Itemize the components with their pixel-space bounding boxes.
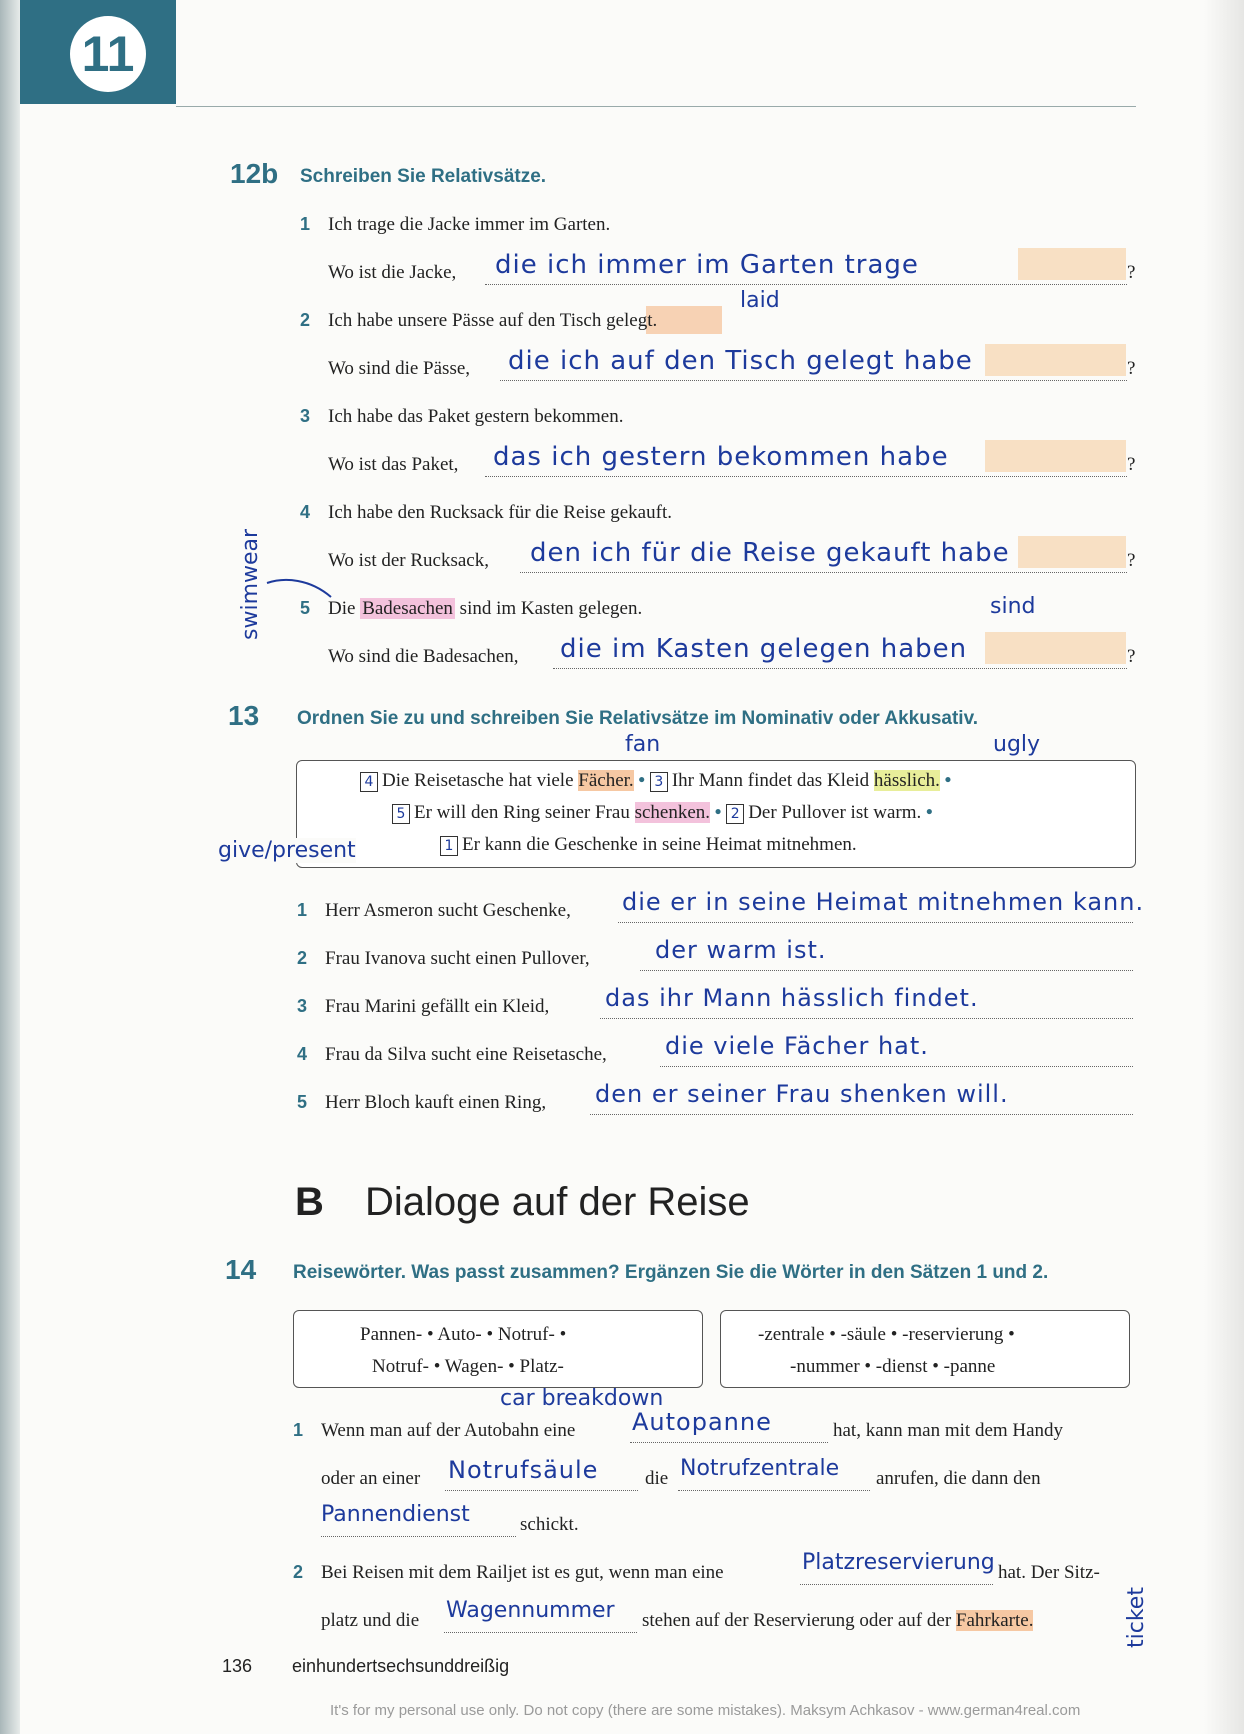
separator: • [638,770,646,791]
sentence-part [642,1610,1033,1632]
answer-line [520,572,1127,573]
handwritten-answer: das ich gestern bekommen habe [493,442,949,472]
item-prompt: Wo ist das Paket, [328,454,459,475]
separator: • [714,802,722,823]
verb-highlight [985,632,1126,664]
handwritten-note: give/present [218,838,356,863]
answer-line [500,380,1127,381]
sentence-part: oder an einer [321,1468,421,1489]
highlighted-word: Badesachen [362,598,453,619]
answer-line [590,1114,1133,1115]
handwritten-answer: Notrufsäule [448,1456,599,1484]
box-row: -nummer • -dienst • -panne [790,1356,996,1377]
answer-line [800,1584,993,1585]
item-number: 2 [293,1562,304,1582]
separator: • [926,802,933,823]
sentence-text: stehen auf der Reservierung oder auf der [642,1610,952,1631]
page-spine [0,0,20,1734]
handwritten-answer: die ich immer im Garten trage [495,250,919,280]
exercise-number: 12b [230,158,279,189]
box-phrase: Ihr Mann findet das Kleid [671,770,870,791]
box-phrase: Die Reisetasche hat viele [382,770,574,791]
answer-line [618,922,1133,923]
order-number: 4 [360,772,378,792]
answer-line [553,668,1127,669]
handwritten-answer: Notrufzentrale [680,1456,840,1481]
exercise-number: 13 [228,700,260,731]
item-number: 1 [297,900,308,920]
verb-highlight [1018,536,1126,568]
sentence-part: hat, kann man mit dem Handy [833,1420,1064,1441]
item-prompt: Wo ist die Jacke, [328,262,457,283]
box-phrase: Der Pullover ist warm. [748,802,922,823]
separator: • [944,770,952,791]
exercise-title: Reisewörter. Was passt zusammen? Ergänzen Sie die Wörter in den Sätzen 1 und 2. [293,1262,1049,1283]
item-prompt: Frau Marini gefällt ein Kleid, [325,996,550,1017]
handwritten-answer: Platzreservierung [802,1550,995,1575]
page-number-words: einhundertsechsunddreißig [292,1656,510,1676]
item-sentence: Ich habe unsere Pässe auf den Tisch gelegt. [328,310,658,331]
answer-line [640,970,1133,971]
item-prompt: Wo ist der Rucksack, [328,550,489,571]
order-number: 2 [726,804,744,824]
word-highlight [646,306,722,334]
item-number: 1 [293,1420,304,1440]
answer-line [660,1066,1133,1067]
highlighted-word: hässlich. [873,770,940,791]
question-mark: ? [1127,454,1136,475]
handwritten-answer: Wagennummer [446,1598,615,1623]
exercise-number: 14 [225,1254,257,1285]
handwritten-note: sind [990,594,1036,619]
watermark: It's for my personal use only. Do not copy (there are some mistakes). Maksym Achkasov - www.german4real.com [330,1702,1081,1719]
item-prompt: Herr Asmeron sucht Geschenke, [325,900,571,921]
handwritten-answer: den er seiner Frau shenken will. [595,1080,1009,1108]
item-number: 5 [297,1092,308,1112]
handwritten-answer: das ihr Mann hässlich findet. [605,984,979,1012]
item-number: 5 [300,598,311,618]
exercise-title: Ordnen Sie zu und schreiben Sie Relativsätze im Nominativ oder Akkusativ. [297,708,979,729]
section-title: Dialoge auf der Reise [365,1180,750,1224]
handwritten-note: laid [740,288,780,313]
sentence-part: hat. Der Sitz- [998,1562,1100,1583]
margin-note: ticket [1124,1587,1149,1648]
item-number: 3 [300,406,311,426]
highlighted-word: schenken. [634,802,711,823]
handwritten-note: ugly [993,732,1041,757]
question-mark: ? [1127,358,1136,379]
annotation-arrow [265,575,335,605]
handwritten-answer: den ich für die Reise gekauft habe [530,538,1010,568]
item-number: 4 [297,1044,308,1064]
item-prompt: Wo sind die Badesachen, [328,646,519,667]
order-number: 5 [392,804,410,824]
item-sentence: Ich trage die Jacke immer im Garten. [328,214,611,235]
item-number: 3 [297,996,308,1016]
box-phrase: Er kann die Geschenke in seine Heimat mitnehmen. [462,834,857,855]
question-mark: ? [1127,550,1136,571]
sentence-end: sind im Kasten gelegen. [459,598,643,619]
question-mark: ? [1127,262,1136,283]
item-prompt: Frau Ivanova sucht einen Pullover, [325,948,590,969]
box-phrase: Er will den Ring seiner Frau [414,802,630,823]
box-row [360,770,951,792]
item-sentence: Ich habe den Rucksack für die Reise gekauft. [328,502,672,523]
sentence-part: Wenn man auf der Autobahn eine [321,1420,576,1441]
section-letter: B [295,1180,324,1224]
chapter-badge: 11 [70,16,146,92]
item-prompt: Frau da Silva sucht eine Reisetasche, [325,1044,607,1065]
exercise-title: Schreiben Sie Relativsätze. [300,166,547,187]
item-prompt: Herr Bloch kauft einen Ring, [325,1092,547,1113]
handwritten-note: car breakdown [500,1386,664,1411]
item-prompt: Wo sind die Pässe, [328,358,471,379]
handwritten-answer: die ich auf den Tisch gelegt habe [508,346,973,376]
verb-highlight [985,344,1126,376]
sentence-start: Die [328,598,356,619]
answer-line [444,1632,637,1633]
handwritten-answer: die viele Fächer hat. [665,1032,929,1060]
box-row: -zentrale • -säule • -reservierung • [758,1324,1015,1345]
handwritten-answer: die er in seine Heimat mitnehmen kann. [622,888,1145,916]
answer-line [485,476,1127,477]
order-number: 3 [650,772,668,792]
highlighted-word: Fächer. [578,770,634,791]
box-row [392,802,933,824]
header-rule [176,106,1136,107]
handwritten-note: fan [625,732,661,757]
highlighted-word: Fahrkarte. [955,1610,1034,1631]
item-number: 2 [300,310,311,330]
sentence-part: schickt. [520,1514,579,1535]
sentence-part: anrufen, die dann den [876,1468,1041,1489]
handwritten-answer: Autopanne [632,1408,772,1436]
verb-highlight [1018,248,1126,280]
handwritten-answer: Pannendienst [321,1502,470,1527]
handwritten-answer: der warm ist. [655,936,827,964]
item-number: 1 [300,214,311,234]
answer-line [321,1536,516,1537]
answer-line [445,1490,638,1491]
order-number: 1 [440,836,458,856]
item-number: 2 [297,948,308,968]
verb-highlight [985,440,1126,472]
answer-line [678,1490,870,1491]
answer-line [485,284,1127,285]
item-sentence [328,598,642,620]
sentence-part: Bei Reisen mit dem Railjet ist es gut, wenn man eine [321,1562,724,1583]
sentence-part: die [645,1468,669,1489]
box-row: Pannen- • Auto- • Notruf- • [360,1324,567,1345]
item-number: 4 [300,502,311,522]
page-edge-shadow [1204,0,1244,1734]
margin-note: swimwear [238,528,263,640]
question-mark: ? [1127,646,1136,667]
item-sentence: Ich habe das Paket gestern bekommen. [328,406,624,427]
answer-line [630,1442,828,1443]
page-number: 136 [222,1656,253,1676]
box-row [440,834,857,856]
answer-line [600,1018,1133,1019]
sentence-part: platz und die [321,1610,420,1631]
handwritten-answer: die im Kasten gelegen haben [560,634,968,664]
box-row: Notruf- • Wagen- • Platz- [372,1356,564,1377]
